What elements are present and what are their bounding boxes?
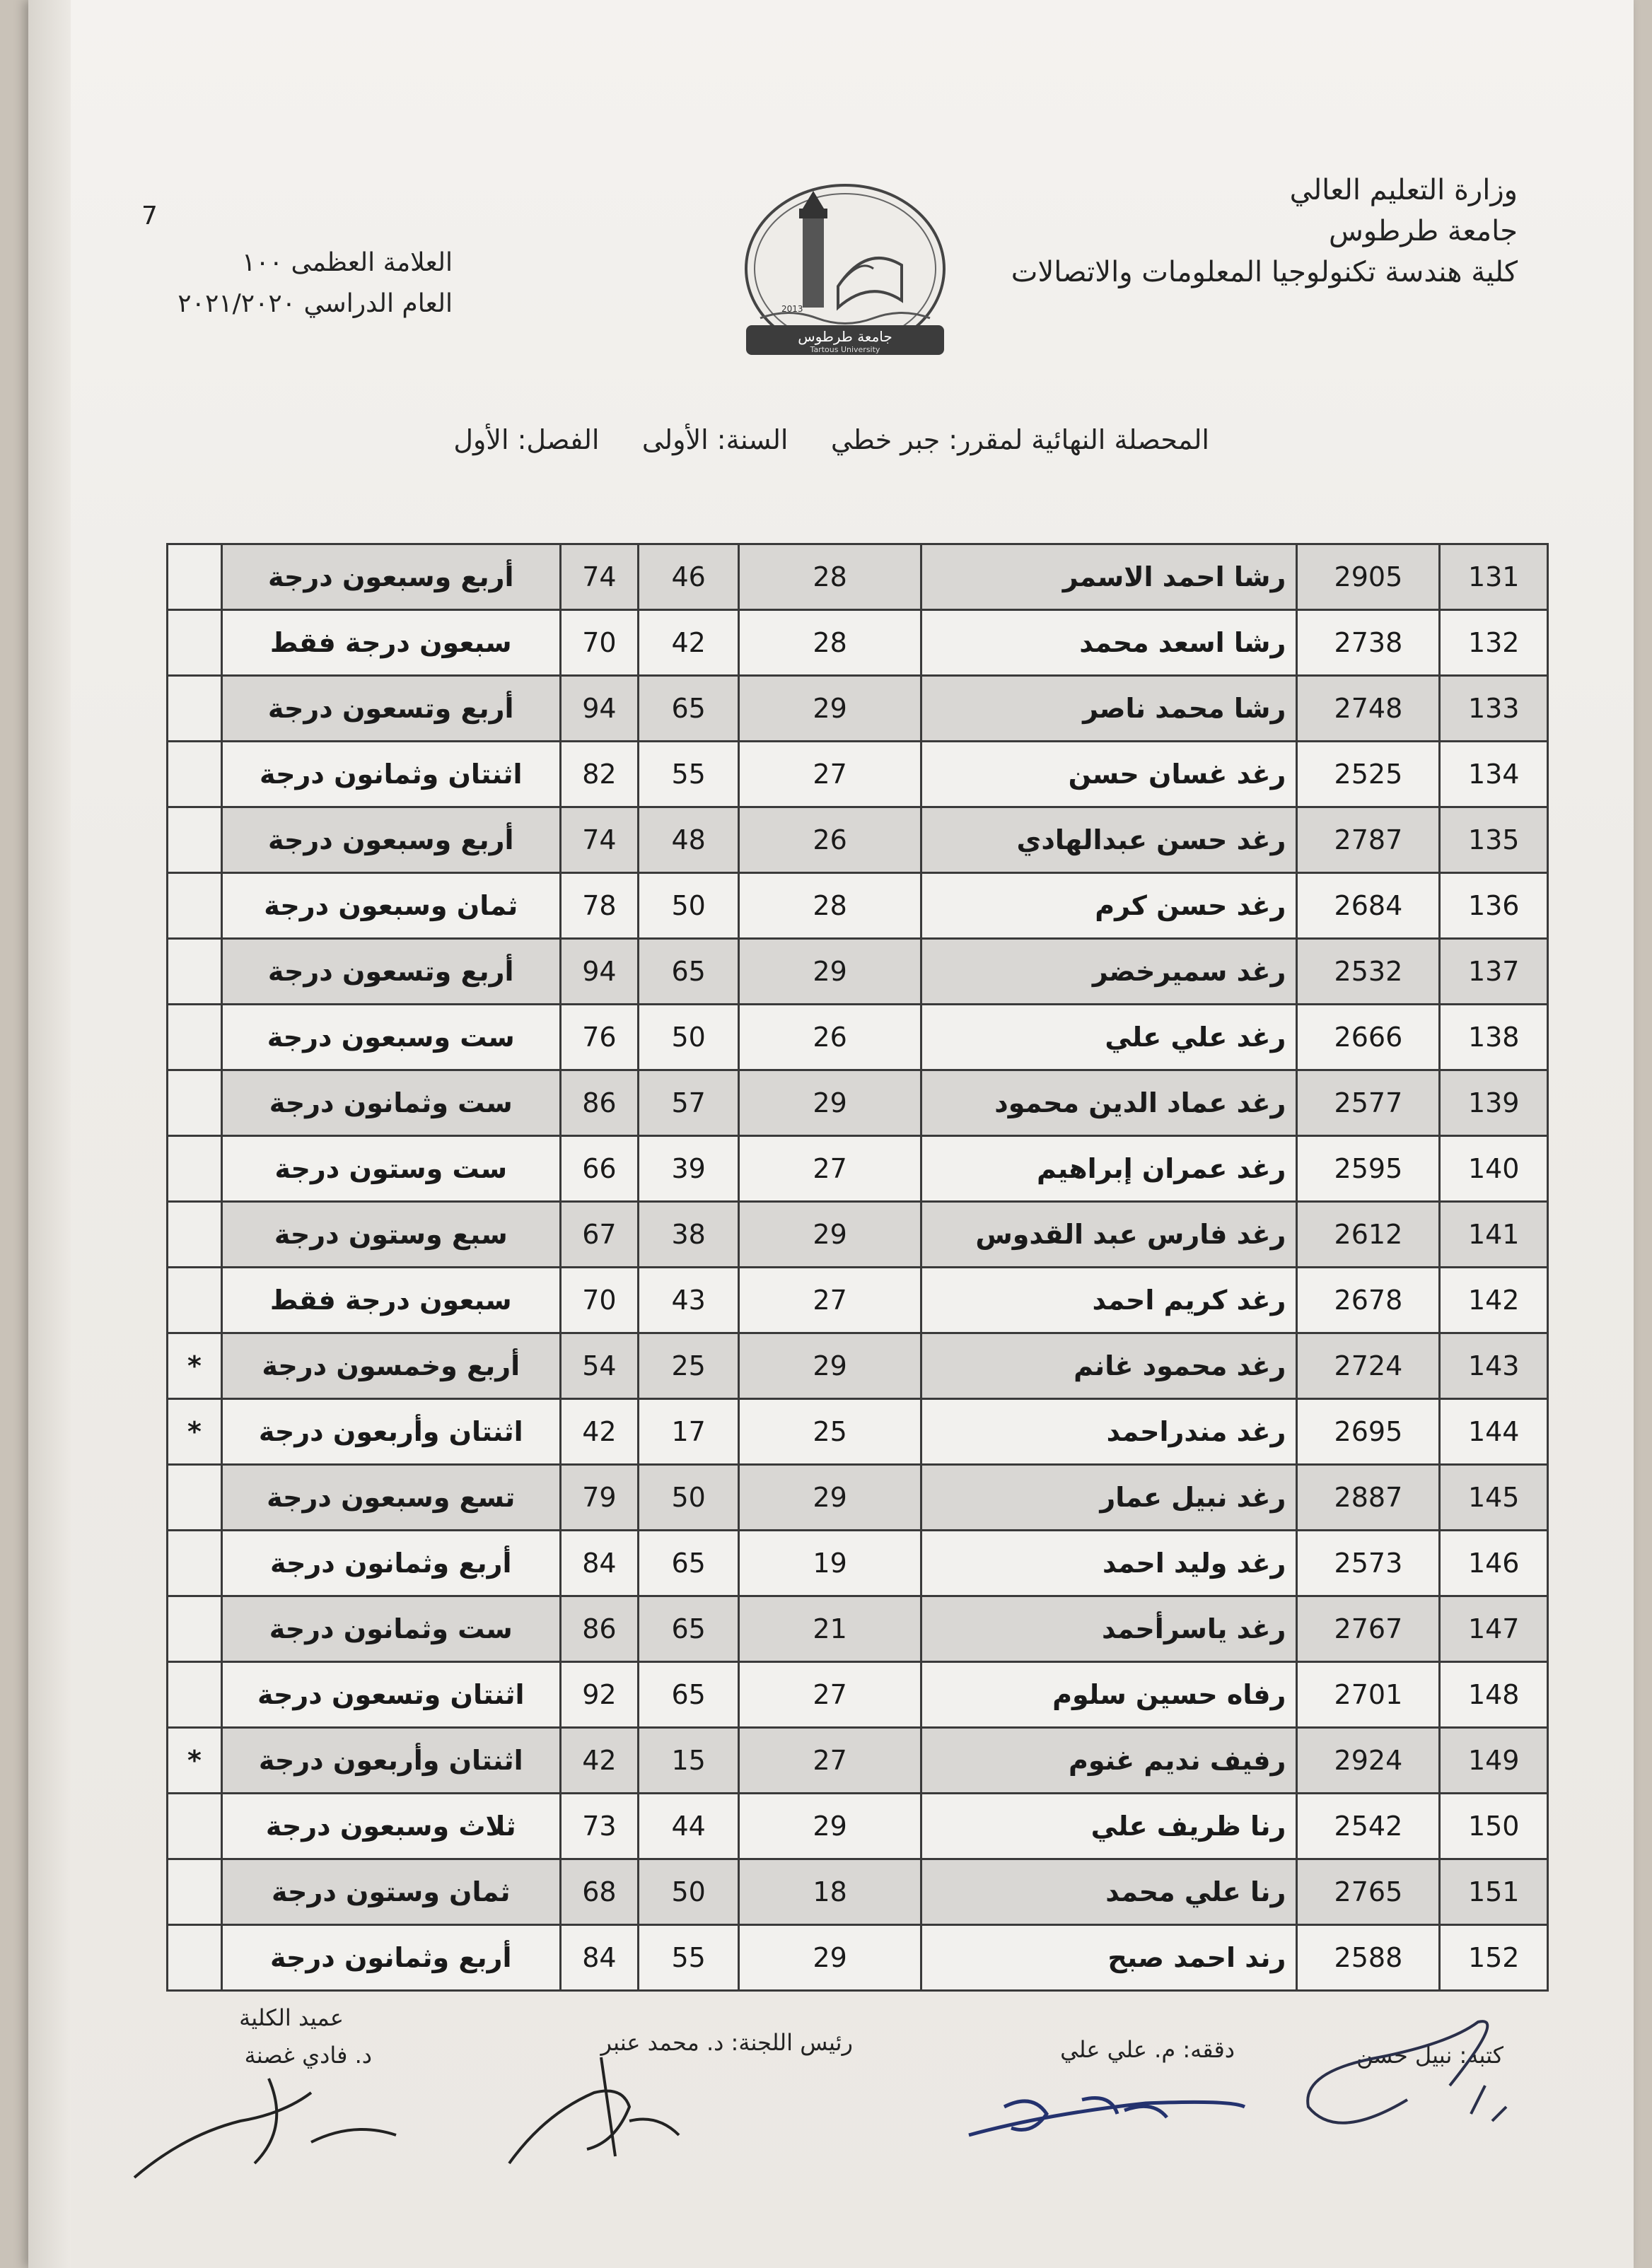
seq-cell: 147 <box>1440 1596 1548 1662</box>
student-name-cell: رفيف نديم غنوم <box>921 1728 1296 1794</box>
course-subtitle: المحصلة النهائية لمقرر: جبر خطي السنة: الأولى الفصل: الأول <box>453 424 1209 455</box>
student-name-cell: رنا ظريف علي <box>921 1794 1296 1859</box>
note-mark-cell <box>168 1859 222 1925</box>
paper-edge <box>28 0 71 2268</box>
institution-header <box>1011 170 1518 293</box>
note-mark-cell <box>168 676 222 742</box>
total-mark-cell: 67 <box>560 1202 638 1268</box>
seq-cell: 136 <box>1440 873 1548 939</box>
exam-mark-cell: 65 <box>639 1662 739 1728</box>
practical-mark-cell: 28 <box>739 610 921 676</box>
practical-mark-cell: 27 <box>739 1136 921 1202</box>
practical-mark-cell: 27 <box>739 742 921 807</box>
seq-cell: 146 <box>1440 1531 1548 1596</box>
student-id-cell: 2684 <box>1297 873 1440 939</box>
student-name-cell: رغد عماد الدين محمود <box>921 1070 1296 1136</box>
total-mark-cell: 42 <box>560 1399 638 1465</box>
table-row <box>168 1596 1548 1662</box>
student-name-cell: رنا علي محمد <box>921 1859 1296 1925</box>
written-by: كتبه: نبيل حسن <box>1356 2042 1503 2069</box>
student-id-cell: 2573 <box>1297 1531 1440 1596</box>
practical-mark-cell: 26 <box>739 1005 921 1070</box>
total-in-words-cell: أربع وسبعون درجة <box>221 807 560 873</box>
note-mark-cell <box>168 1465 222 1531</box>
total-in-words-cell: اثنتان وأربعون درجة <box>221 1399 560 1465</box>
exam-mark-cell: 15 <box>639 1728 739 1794</box>
seq-cell: 142 <box>1440 1268 1548 1333</box>
exam-mark-cell: 65 <box>639 676 739 742</box>
seq-cell: 132 <box>1440 610 1548 676</box>
total-mark-cell: 74 <box>560 544 638 610</box>
grades-table <box>166 543 1549 1992</box>
practical-mark-cell: 29 <box>739 1070 921 1136</box>
note-mark-cell: * <box>168 1728 222 1794</box>
table-row <box>168 1531 1548 1596</box>
total-mark-cell: 66 <box>560 1136 638 1202</box>
exam-mark-cell: 39 <box>639 1136 739 1202</box>
note-mark-cell <box>168 873 222 939</box>
faculty-name: كلية هندسة تكنولوجيا المعلومات والاتصالات <box>1011 256 1518 288</box>
note-mark-cell <box>168 807 222 873</box>
student-name-cell: رغد محمود غانم <box>921 1333 1296 1399</box>
student-name-cell: رغد حسن كرم <box>921 873 1296 939</box>
practical-mark-cell: 27 <box>739 1662 921 1728</box>
student-id-cell: 2595 <box>1297 1136 1440 1202</box>
practical-mark-cell: 29 <box>739 1794 921 1859</box>
total-in-words-cell: سبعون درجة فقط <box>221 610 560 676</box>
total-mark-cell: 86 <box>560 1596 638 1662</box>
total-mark-cell: 86 <box>560 1070 638 1136</box>
total-in-words-cell: ست وثمانون درجة <box>221 1070 560 1136</box>
committee-head: رئيس اللجنة: د. محمد عنبر <box>600 2029 853 2056</box>
note-mark-cell: * <box>168 1333 222 1399</box>
total-mark-cell: 76 <box>560 1005 638 1070</box>
exam-mark-cell: 48 <box>639 807 739 873</box>
practical-mark-cell: 29 <box>739 1925 921 1991</box>
student-id-cell: 2924 <box>1297 1728 1440 1794</box>
practical-mark-cell: 29 <box>739 1202 921 1268</box>
exam-mark-cell: 65 <box>639 1596 739 1662</box>
grades-table-container <box>166 543 1549 1973</box>
exam-mark-cell: 50 <box>639 1005 739 1070</box>
table-row <box>168 1662 1548 1728</box>
table-row <box>168 807 1548 873</box>
exam-mark-cell: 17 <box>639 1399 739 1465</box>
practical-mark-cell: 29 <box>739 676 921 742</box>
student-id-cell: 2666 <box>1297 1005 1440 1070</box>
note-mark-cell <box>168 1136 222 1202</box>
total-in-words-cell: ست وسبعون درجة <box>221 1005 560 1070</box>
svg-text:جامعة طرطوس: جامعة طرطوس <box>798 328 892 345</box>
total-mark-cell: 73 <box>560 1794 638 1859</box>
seq-cell: 144 <box>1440 1399 1548 1465</box>
student-name-cell: رند احمد صبح <box>921 1925 1296 1991</box>
practical-mark-cell: 29 <box>739 939 921 1005</box>
seq-cell: 148 <box>1440 1662 1548 1728</box>
student-id-cell: 2748 <box>1297 676 1440 742</box>
max-mark: العلامة العظمى ١٠٠ <box>242 248 453 277</box>
exam-mark-cell: 55 <box>639 742 739 807</box>
table-row <box>168 742 1548 807</box>
total-mark-cell: 70 <box>560 1268 638 1333</box>
exam-mark-cell: 46 <box>639 544 739 610</box>
total-mark-cell: 74 <box>560 807 638 873</box>
table-row <box>168 1136 1548 1202</box>
seq-cell: 143 <box>1440 1333 1548 1399</box>
exam-mark-cell: 50 <box>639 873 739 939</box>
dean-signature <box>127 2050 424 2192</box>
academic-year: العام الدراسي ٢٠٢١/٢٠٢٠ <box>178 289 453 318</box>
exam-mark-cell: 38 <box>639 1202 739 1268</box>
student-id-cell: 2532 <box>1297 939 1440 1005</box>
practical-mark-cell: 26 <box>739 807 921 873</box>
student-id-cell: 2787 <box>1297 807 1440 873</box>
student-name-cell: رغد عمران إبراهيم <box>921 1136 1296 1202</box>
student-name-cell: رغد مندراحمد <box>921 1399 1296 1465</box>
total-in-words-cell: أربع وثمانون درجة <box>221 1925 560 1991</box>
seq-cell: 137 <box>1440 939 1548 1005</box>
student-id-cell: 2588 <box>1297 1925 1440 1991</box>
note-mark-cell <box>168 1531 222 1596</box>
note-mark-cell <box>168 1070 222 1136</box>
exam-mark-cell: 55 <box>639 1925 739 1991</box>
note-mark-cell <box>168 939 222 1005</box>
note-mark-cell <box>168 610 222 676</box>
table-row <box>168 1925 1548 1991</box>
student-id-cell: 2724 <box>1297 1333 1440 1399</box>
total-in-words-cell: تسع وسبعون درجة <box>221 1465 560 1531</box>
student-id-cell: 2612 <box>1297 1202 1440 1268</box>
student-id-cell: 2577 <box>1297 1070 1440 1136</box>
table-row <box>168 544 1548 610</box>
practical-mark-cell: 19 <box>739 1531 921 1596</box>
exam-mark-cell: 50 <box>639 1859 739 1925</box>
practical-mark-cell: 27 <box>739 1268 921 1333</box>
total-mark-cell: 82 <box>560 742 638 807</box>
practical-mark-cell: 28 <box>739 873 921 939</box>
student-name-cell: رفاه حسين سلوم <box>921 1662 1296 1728</box>
university-logo <box>732 180 958 378</box>
student-id-cell: 2678 <box>1297 1268 1440 1333</box>
writer-signature <box>1294 2001 1535 2163</box>
university-name: جامعة طرطوس <box>1328 215 1518 247</box>
exam-mark-cell: 57 <box>639 1070 739 1136</box>
total-mark-cell: 70 <box>560 610 638 676</box>
total-mark-cell: 68 <box>560 1859 638 1925</box>
total-mark-cell: 78 <box>560 873 638 939</box>
table-row <box>168 1202 1548 1268</box>
total-in-words-cell: أربع وتسعون درجة <box>221 676 560 742</box>
seq-cell: 140 <box>1440 1136 1548 1202</box>
exam-info <box>127 201 453 325</box>
student-name-cell: رشا احمد الاسمر <box>921 544 1296 610</box>
seq-cell: 145 <box>1440 1465 1548 1531</box>
table-row <box>168 1794 1548 1859</box>
total-in-words-cell: ست وثمانون درجة <box>221 1596 560 1662</box>
grades-table-body <box>168 544 1548 1991</box>
dean-name: د. فادي غصنة <box>244 2042 372 2069</box>
student-id-cell: 2701 <box>1297 1662 1440 1728</box>
total-mark-cell: 84 <box>560 1925 638 1991</box>
total-mark-cell: 92 <box>560 1662 638 1728</box>
seq-cell: 139 <box>1440 1070 1548 1136</box>
student-name-cell: رغد كريم احمد <box>921 1268 1296 1333</box>
exam-mark-cell: 25 <box>639 1333 739 1399</box>
practical-mark-cell: 28 <box>739 544 921 610</box>
table-row <box>168 676 1548 742</box>
total-in-words-cell: اثنتان وتسعون درجة <box>221 1662 560 1728</box>
practical-mark-cell: 25 <box>739 1399 921 1465</box>
checker-signature <box>962 2071 1259 2163</box>
checked-by: دققه: م. علي علي <box>1060 2036 1235 2063</box>
student-name-cell: رغد نبيل عمار <box>921 1465 1296 1531</box>
dean-title: عميد الكلية <box>239 2004 344 2031</box>
practical-mark-cell: 21 <box>739 1596 921 1662</box>
student-name-cell: رغد فارس عبد القدوس <box>921 1202 1296 1268</box>
seq-cell: 134 <box>1440 742 1548 807</box>
table-row <box>168 1728 1548 1794</box>
student-name-cell: رغد وليد احمد <box>921 1531 1296 1596</box>
exam-mark-cell: 43 <box>639 1268 739 1333</box>
practical-mark-cell: 27 <box>739 1728 921 1794</box>
note-mark-cell <box>168 1268 222 1333</box>
note-mark-cell <box>168 742 222 807</box>
student-name-cell: رغد ياسرأحمد <box>921 1596 1296 1662</box>
note-mark-cell <box>168 1662 222 1728</box>
total-mark-cell: 94 <box>560 939 638 1005</box>
note-mark-cell <box>168 1596 222 1662</box>
note-mark-cell <box>168 1202 222 1268</box>
total-in-words-cell: اثنتان وأربعون درجة <box>221 1728 560 1794</box>
total-in-words-cell: ثمان وستون درجة <box>221 1859 560 1925</box>
total-mark-cell: 94 <box>560 676 638 742</box>
total-mark-cell: 84 <box>560 1531 638 1596</box>
seq-cell: 149 <box>1440 1728 1548 1794</box>
practical-mark-cell: 29 <box>739 1333 921 1399</box>
seq-cell: 135 <box>1440 807 1548 873</box>
total-in-words-cell: أربع وثمانون درجة <box>221 1531 560 1596</box>
note-mark-cell <box>168 1794 222 1859</box>
table-row <box>168 1268 1548 1333</box>
exam-mark-cell: 44 <box>639 1794 739 1859</box>
table-row <box>168 939 1548 1005</box>
note-mark-cell: * <box>168 1399 222 1465</box>
total-in-words-cell: ثمان وسبعون درجة <box>221 873 560 939</box>
table-row <box>168 1333 1548 1399</box>
note-mark-cell <box>168 544 222 610</box>
student-name-cell: رغد حسن عبدالهادي <box>921 807 1296 873</box>
table-row <box>168 873 1548 939</box>
student-id-cell: 2765 <box>1297 1859 1440 1925</box>
note-mark-cell <box>168 1005 222 1070</box>
student-id-cell: 2887 <box>1297 1465 1440 1531</box>
seq-cell: 133 <box>1440 676 1548 742</box>
ministry-name: وزارة التعليم العالي <box>1289 174 1518 206</box>
student-name-cell: رغد غسان حسن <box>921 742 1296 807</box>
total-in-words-cell: اثنتان وثمانون درجة <box>221 742 560 807</box>
total-in-words-cell: ثلاث وسبعون درجة <box>221 1794 560 1859</box>
total-mark-cell: 79 <box>560 1465 638 1531</box>
total-in-words-cell: أربع وتسعون درجة <box>221 939 560 1005</box>
student-name-cell: رغد سميرخضر <box>921 939 1296 1005</box>
seq-cell: 151 <box>1440 1859 1548 1925</box>
total-in-words-cell: سبع وستون درجة <box>221 1202 560 1268</box>
total-in-words-cell: ست وستون درجة <box>221 1136 560 1202</box>
total-in-words-cell: سبعون درجة فقط <box>221 1268 560 1333</box>
exam-mark-cell: 50 <box>639 1465 739 1531</box>
seq-cell: 152 <box>1440 1925 1548 1991</box>
committee-head-signature <box>502 2036 700 2178</box>
table-row <box>168 1399 1548 1465</box>
page-number: 7 <box>141 201 158 230</box>
seq-cell: 141 <box>1440 1202 1548 1268</box>
table-row <box>168 610 1548 676</box>
student-id-cell: 2695 <box>1297 1399 1440 1465</box>
student-name-cell: رغد علي علي <box>921 1005 1296 1070</box>
total-mark-cell: 42 <box>560 1728 638 1794</box>
student-id-cell: 2905 <box>1297 544 1440 610</box>
student-id-cell: 2525 <box>1297 742 1440 807</box>
seq-cell: 150 <box>1440 1794 1548 1859</box>
student-name-cell: رشا اسعد محمد <box>921 610 1296 676</box>
exam-mark-cell: 65 <box>639 939 739 1005</box>
note-mark-cell <box>168 1925 222 1991</box>
svg-text:2013: 2013 <box>781 304 803 314</box>
seq-cell: 131 <box>1440 544 1548 610</box>
practical-mark-cell: 18 <box>739 1859 921 1925</box>
table-row <box>168 1070 1548 1136</box>
total-mark-cell: 54 <box>560 1333 638 1399</box>
student-id-cell: 2738 <box>1297 610 1440 676</box>
exam-mark-cell: 65 <box>639 1531 739 1596</box>
student-name-cell: رشا محمد ناصر <box>921 676 1296 742</box>
student-id-cell: 2767 <box>1297 1596 1440 1662</box>
table-row <box>168 1465 1548 1531</box>
practical-mark-cell: 29 <box>739 1465 921 1531</box>
total-in-words-cell: أربع وخمسون درجة <box>221 1333 560 1399</box>
total-in-words-cell: أربع وسبعون درجة <box>221 544 560 610</box>
svg-text:Tartous University: Tartous University <box>810 345 880 354</box>
exam-mark-cell: 42 <box>639 610 739 676</box>
table-row <box>168 1005 1548 1070</box>
student-id-cell: 2542 <box>1297 1794 1440 1859</box>
seq-cell: 138 <box>1440 1005 1548 1070</box>
table-row <box>168 1859 1548 1925</box>
